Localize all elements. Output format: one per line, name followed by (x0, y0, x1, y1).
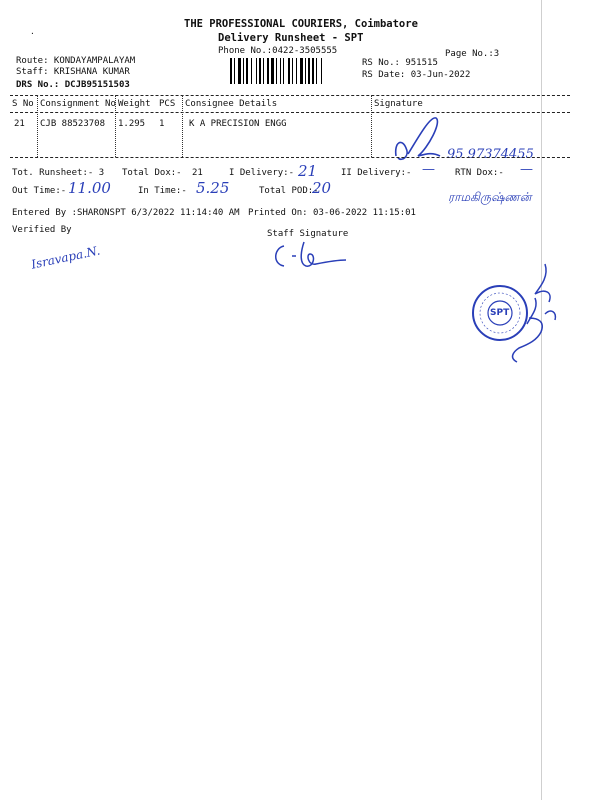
i-delivery-label: I Delivery:- (229, 168, 295, 178)
total-pod-value: 20 (312, 179, 332, 197)
page-number: Page No.:3 (445, 49, 500, 59)
phone-number: Phone No.:0422-3505555 (218, 46, 338, 56)
ii-delivery-label: II Delivery:- (341, 168, 412, 178)
col-divider (182, 95, 183, 157)
table-top-rule (10, 95, 570, 96)
header-consignee: Consignee Details (185, 99, 278, 109)
staff-signature-mark (270, 238, 350, 272)
corner-mark: . (30, 27, 35, 36)
verifier-signature: Isravapa.N. (30, 243, 102, 272)
entered-by: Entered By :SHARONSPT 6/3/2022 11:14:40 AM (12, 208, 240, 218)
out-time-value: 11.00 (68, 179, 111, 197)
row-sno: 21 (14, 119, 25, 129)
header-signature: Signature (374, 99, 423, 109)
col-divider (371, 95, 372, 157)
rtn-dox-label: RTN Dox:- (455, 168, 504, 178)
row-consignment: CJB 88523708 (40, 119, 106, 129)
out-time-label: Out Time:- (12, 186, 67, 196)
total-dox-value: 21 (192, 168, 203, 178)
table-header-rule (10, 112, 570, 113)
row-consignee: K A PRECISION ENGG (189, 119, 287, 129)
rs-date: RS Date: 03-Jun-2022 (362, 70, 471, 80)
barcode (230, 58, 350, 84)
stamp-text: SPT (490, 308, 510, 318)
header-sno: S No (12, 99, 34, 109)
row-weight: 1.295 (118, 119, 146, 129)
drs-number: DRS No.: DCJB95151503 (16, 80, 130, 90)
rs-number: RS No.: 951515 (362, 58, 438, 68)
staff-signature-label: Staff Signature (267, 229, 349, 239)
page-edge-line (541, 0, 542, 800)
total-pod-label: Total POD:- (259, 186, 319, 196)
receiver-name-handwritten: ராமகிருஷ்ணன் (448, 190, 532, 204)
staff-label: Staff: KRISHANA KUMAR (16, 67, 130, 77)
row-pcs: 1 (159, 119, 165, 129)
i-delivery-value: 21 (298, 162, 318, 180)
rtn-dox-value: — (520, 162, 533, 177)
company-name: THE PROFESSIONAL COURIERS, Coimbatore (184, 18, 418, 30)
printed-on: Printed On: 03-06-2022 11:15:01 (248, 208, 416, 218)
receiver-signature (388, 108, 448, 168)
header-consignment: Consignment No (40, 99, 116, 109)
verified-by-label: Verified By (12, 225, 72, 235)
in-time-label: In Time:- (138, 186, 187, 196)
header-pcs: PCS (159, 99, 176, 109)
total-dox-label: Total Dox:- (122, 168, 182, 178)
in-time-value: 5.25 (196, 179, 230, 197)
approver-signature (505, 258, 580, 368)
header-weight: Weight (118, 99, 151, 109)
runsheet-title: Delivery Runsheet - SPT (218, 32, 364, 44)
route-label: Route: KONDAYAMPALAYAM (16, 56, 136, 66)
ii-delivery-value: — (422, 162, 435, 177)
table-bottom-rule (10, 157, 570, 158)
receiver-phone: 95 97374455 (447, 147, 534, 162)
tot-runsheet: Tot. Runsheet:- 3 (12, 168, 105, 178)
col-divider (37, 95, 38, 157)
